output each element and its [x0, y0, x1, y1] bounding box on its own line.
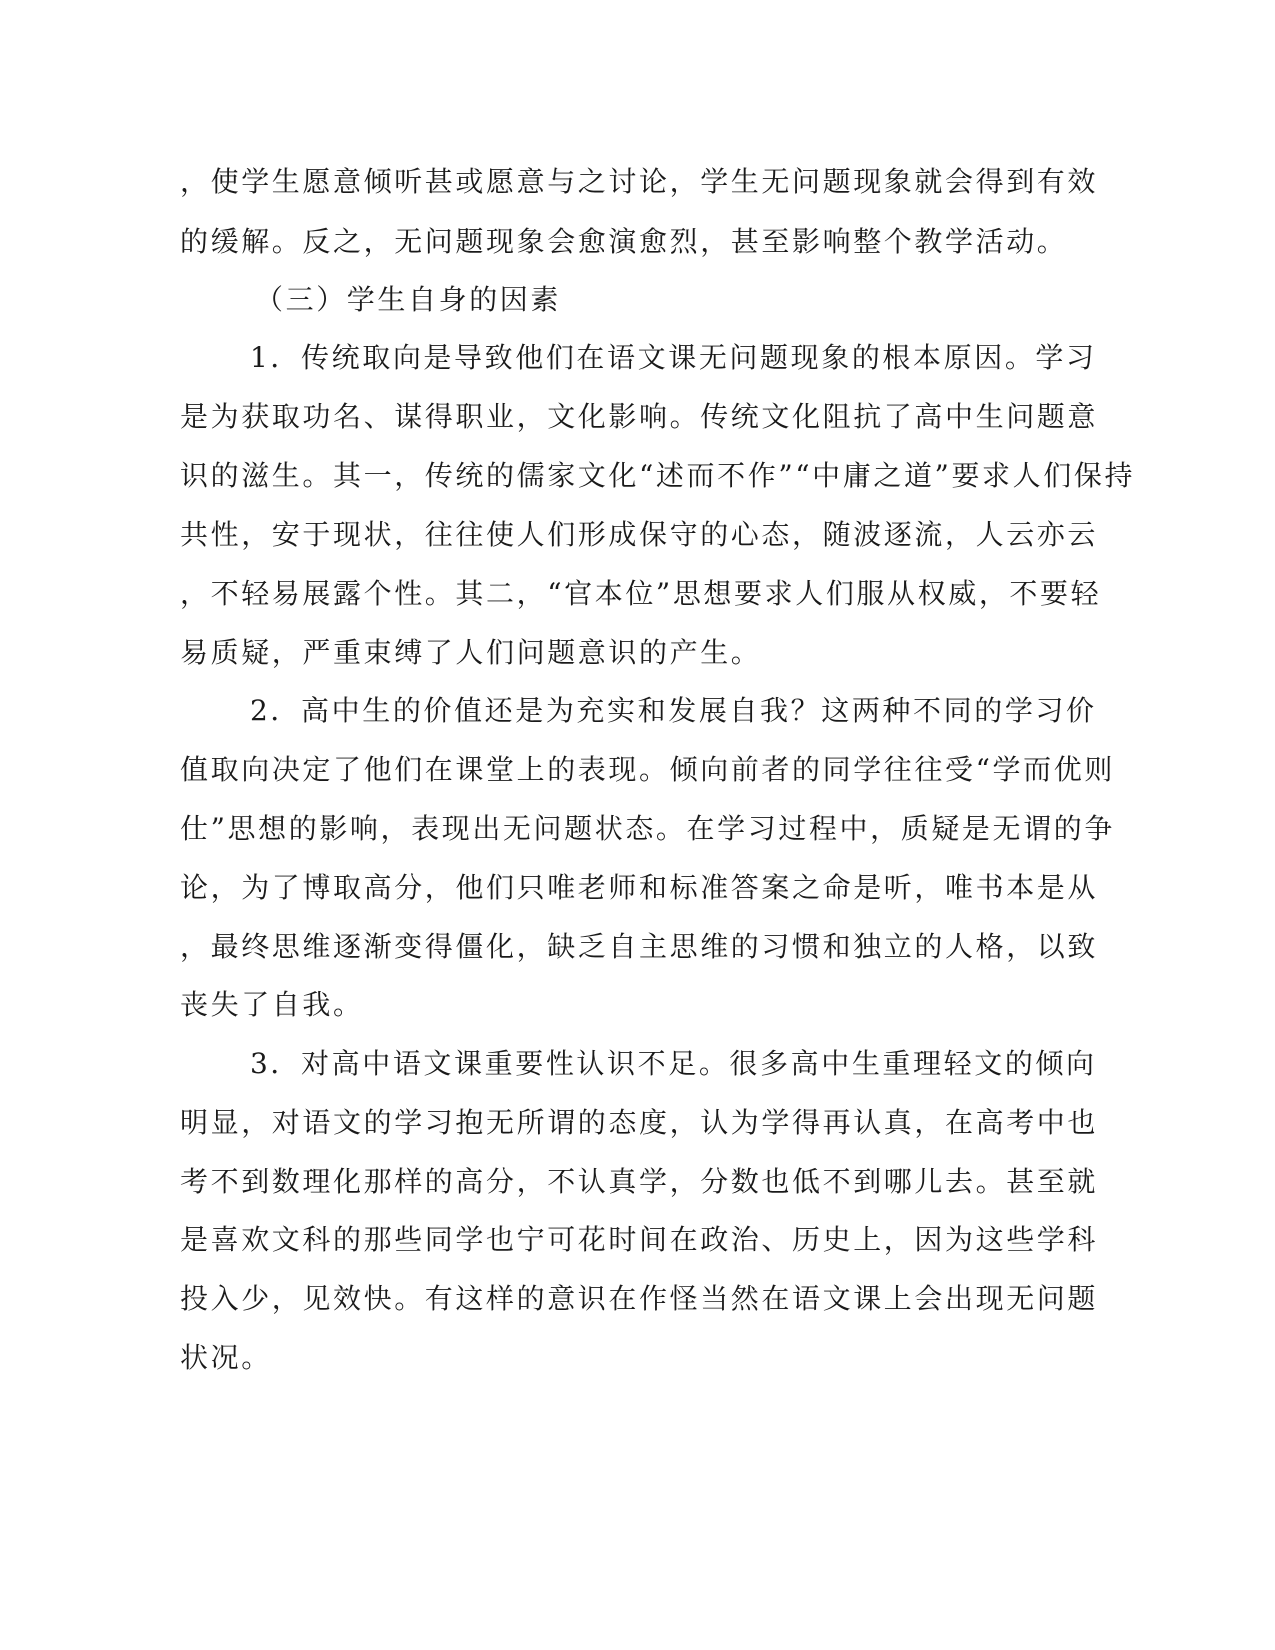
text-line: 考不到数理化那样的高分，不认真学，分数也低不到哪儿去。甚至就 [180, 1165, 1099, 1198]
text-line: ，不轻易展露个性。其二，“官本位”思想要求人们服从权威，不要轻 [180, 577, 1102, 610]
section-heading: （三）学生自身的因素 [255, 283, 562, 316]
text-line: 3．对高中语文课重要性认识不足。很多高中生重理轻文的倾向 [250, 1047, 1097, 1080]
text-line: 状况。 [180, 1341, 272, 1374]
text-line: 的缓解。反之，无问题现象会愈演愈烈，甚至影响整个教学活动。 [180, 225, 1068, 258]
text-line: 易质疑，严重束缚了人们问题意识的产生。 [180, 636, 762, 669]
text-line: ，最终思维逐渐变得僵化，缺乏自主思维的习惯和独立的人格，以致 [180, 930, 1099, 963]
text-line: 是喜欢文科的那些同学也宁可花时间在政治、历史上，因为这些学科 [180, 1223, 1099, 1256]
text-line: 共性，安于现状，往往使人们形成保守的心态，随波逐流，人云亦云 [180, 518, 1099, 551]
text-line: 值取向决定了他们在课堂上的表现。倾向前者的同学往往受“学而优则 [180, 753, 1115, 786]
text-line: 仕”思想的影响，表现出无问题状态。在学习过程中，质疑是无谓的争 [180, 812, 1115, 845]
text-line: 丧失了自我。 [180, 988, 364, 1021]
text-line: 论，为了博取高分，他们只唯老师和标准答案之命是听，唯书本是从 [180, 871, 1099, 904]
text-line: 是为获取功名、谋得职业，文化影响。传统文化阻抗了高中生问题意 [180, 400, 1099, 433]
text-line: 识的滋生。其一，传统的儒家文化“述而不作”“中庸之道”要求人们保持 [180, 459, 1136, 492]
text-line: ，使学生愿意倾听甚或愿意与之讨论，学生无问题现象就会得到有效 [180, 165, 1099, 198]
text-line: 投入少，见效快。有这样的意识在作怪当然在语文课上会出现无问题 [180, 1282, 1099, 1315]
text-line: 明显，对语文的学习抱无所谓的态度，认为学得再认真，在高考中也 [180, 1106, 1099, 1139]
text-line: 2．高中生的价值还是为充实和发展自我？这两种不同的学习价 [250, 694, 1097, 727]
text-line: 1．传统取向是导致他们在语文课无问题现象的根本原因。学习 [250, 341, 1097, 374]
